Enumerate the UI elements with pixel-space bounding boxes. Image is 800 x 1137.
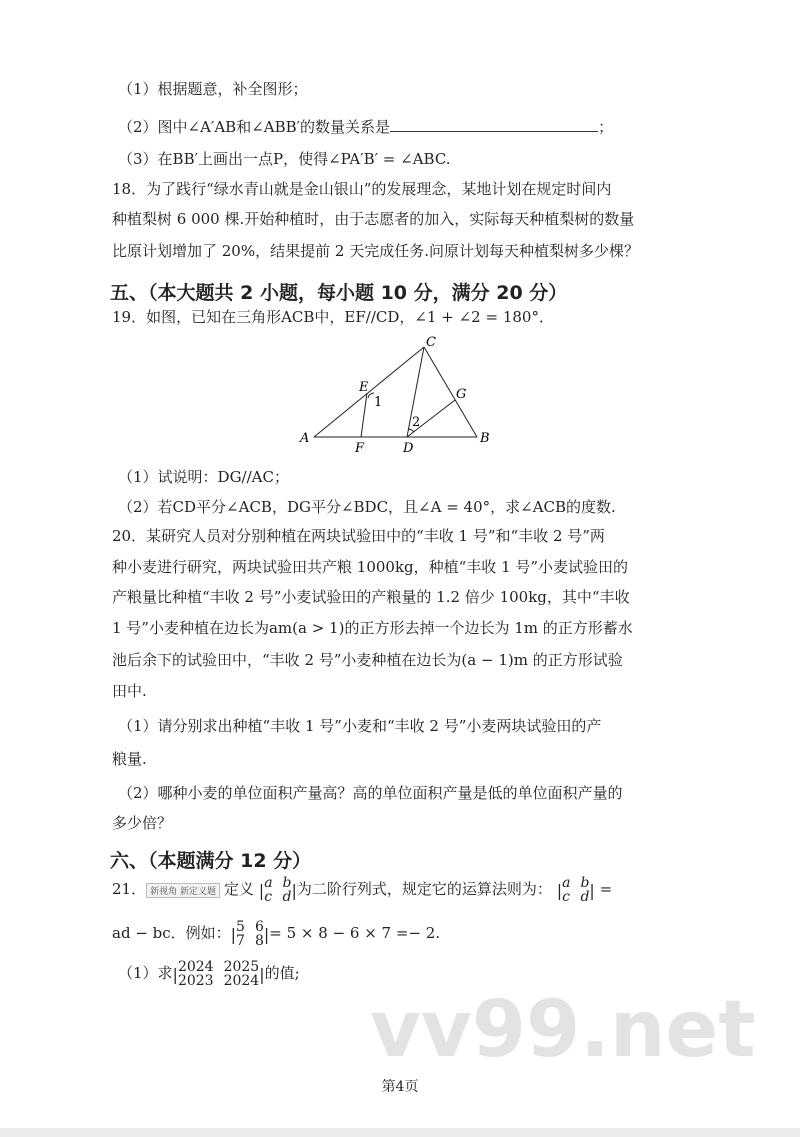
q18-line3: 比原计划增加了 20%，结果提前 2 天完成任务.问原计划每天种植梨树多少棵？: [112, 242, 639, 260]
q20-line1: 20．某研究人员对分别种植在两块试验田中的“丰收 1 号”和“丰收 2 号”两: [112, 527, 605, 545]
q17-part1: （1）根据题意，补全图形；: [118, 80, 308, 98]
equals: =: [599, 880, 613, 898]
q21-number: 21．: [112, 880, 147, 898]
label-A: A: [300, 431, 310, 446]
label-angle-2: 2: [412, 415, 421, 430]
q20-line4: 1 号”小麦种植在边长为am(a > 1)的正方形去掉一个边长为 1m 的正方形蓄水: [112, 619, 633, 637]
q19-part2: （2）若CD平分∠ACB，DG平分∠BDC，且∠A = 40°，求∠ACB的度数.: [118, 498, 616, 516]
label-F: F: [355, 441, 365, 456]
q21-line2: [112, 920, 440, 948]
label-C: C: [426, 335, 436, 350]
q18-line2: 种植梨树 6 000 棵.开始种植时，由于志愿者的加入，实际每天种植梨树的数量: [112, 210, 635, 228]
tag-new-perspective: 新视角 新定义题: [146, 883, 220, 898]
q21-text2: 为二阶行列式，规定它的运算法则为：: [296, 880, 552, 898]
triangle-diagram: [290, 330, 510, 460]
q20-line2: 种小麦进行研究，两块试验田共产粮 1000kg，种植“丰收 1 号”小麦试验田的: [112, 558, 629, 576]
q21-text: 定义: [224, 880, 255, 898]
bottom-edge: [0, 1128, 800, 1137]
label-G: G: [456, 387, 467, 402]
label-B: B: [480, 431, 490, 446]
segment-AC: [314, 347, 424, 437]
q21-part1-end: 的值;: [264, 964, 300, 982]
q18-line1: 18．为了践行“绿水青山就是金山银山”的发展理念，某地计划在规定时间内: [112, 180, 612, 198]
q17-part3: （3）在BB′上画出一点P，使得∠PA′B′ = ∠ABC.: [118, 150, 451, 168]
determinant-2024: | 2024 2025 2023 2024 |: [172, 959, 265, 989]
q19-line1: 19．如图，已知在三角形ACB中，EF//CD，∠1 + ∠2 = 180°．: [112, 308, 554, 326]
segment-CB: [424, 347, 477, 437]
section-5-heading: 五、（本大题共 2 小题，每小题 10 分，满分 20 分）: [110, 282, 568, 304]
q20-part2: （2）哪种小麦的单位面积产量高？高的单位面积产量是低的单位面积产量的: [118, 784, 623, 802]
label-angle-1: 1: [374, 395, 383, 410]
q21-part1-text: （1）求: [118, 964, 173, 982]
q20-part2-cont: 多少倍？: [112, 814, 173, 832]
q21-example-text: ad − bc．例如：: [112, 924, 231, 942]
label-D: D: [403, 441, 414, 456]
q21-part1: [118, 960, 300, 988]
q17-part2: [118, 116, 613, 137]
q20-line6: 田中.: [112, 682, 147, 700]
q17-part2-end: ；: [598, 118, 614, 136]
q21-line1: [112, 876, 612, 904]
q20-line5: 池后余下的试验田中，“丰收 2 号”小麦种植在边长为(a − 1)m 的正方形试验: [112, 651, 623, 669]
page-number: 第4页: [381, 1079, 419, 1095]
q20-part1: （1）请分别求出种植“丰收 1 号”小麦和“丰收 2 号”小麦两块试验田的产: [118, 717, 602, 735]
segment-EF: [361, 393, 367, 437]
section-6-heading: 六、（本题满分 12 分）: [110, 850, 312, 872]
determinant-abcd: | a b c d |: [258, 875, 297, 905]
watermark: vv99.net: [370, 985, 756, 1075]
q20-part1-cont: 粮量.: [112, 750, 147, 768]
q19-part1: （1）试说明：DG//AC；: [118, 468, 289, 486]
q21-example-result: = 5 × 8 − 6 × 7 =− 2.: [269, 924, 441, 942]
label-E: E: [359, 380, 369, 395]
q17-part2-text: （2）图中∠A′AB和∠ABB′的数量关系是: [118, 118, 391, 136]
answer-blank[interactable]: [390, 117, 598, 132]
determinant-abcd-2: | a b c d |: [556, 875, 595, 905]
q20-line3: 产粮量比种植“丰收 2 号”小麦试验田的产粮量的 1.2 倍少 100kg，其中“丰收: [112, 588, 630, 606]
determinant-example: | 5 6 7 8 |: [230, 919, 270, 949]
